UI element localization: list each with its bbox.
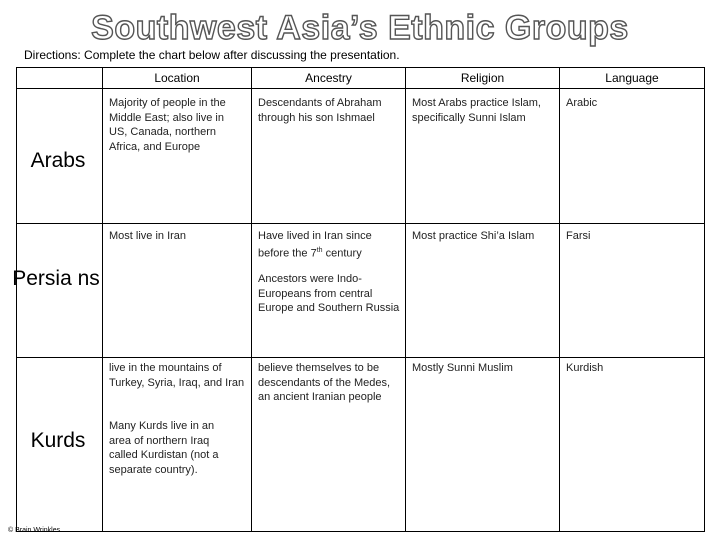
table-line xyxy=(559,67,560,532)
directions-label: Directions xyxy=(24,48,78,62)
directions-body: : Complete the chart below after discussing the presentation. xyxy=(77,48,400,62)
arabs-language: Arabic xyxy=(566,97,598,109)
arabs-location: Majority of people in the Middle East; also live in US, Canada, northern Africa, and Europe xyxy=(109,97,226,153)
copyright-footer: © Brain Wrinkles xyxy=(8,527,61,534)
kurds-religion: Mostly Sunni Muslim xyxy=(412,362,513,374)
persians-ancestry-1-end: century xyxy=(322,247,362,260)
group-name-persians: Persia ns xyxy=(12,267,100,290)
kurds-ancestry: believe themselves to be descendants of the Medes, an ancient Iranian people xyxy=(258,362,391,403)
persians-ancestry-2: Ancestors were Indo-Europeans from central Europe and Southern Russia xyxy=(258,273,400,314)
table-line xyxy=(16,67,17,532)
persians-ancestry-1-sup: th xyxy=(316,246,323,254)
header-religion: Religion xyxy=(460,71,505,85)
kurds-location-2: Many Kurds live in an area of northern Iraq called Kurdistan (not a separate country). xyxy=(109,420,219,476)
header-language: Language xyxy=(605,71,659,85)
arabs-ancestry: Descendants of Abraham through his son Ishmael xyxy=(258,97,382,124)
table-line xyxy=(704,67,705,532)
table-line xyxy=(16,357,704,358)
table-line xyxy=(102,67,103,532)
persians-ancestry-1-text: Have lived in Iran since before the 7 xyxy=(258,230,372,260)
table-line xyxy=(16,67,704,68)
header-ancestry: Ancestry xyxy=(305,71,352,85)
kurds-location-1: live in the mountains of Turkey, Syria, Iraq, and Iran xyxy=(109,362,245,389)
kurds-language: Kurdish xyxy=(566,362,604,374)
table-line xyxy=(16,223,704,224)
table-line xyxy=(251,67,252,532)
table-line xyxy=(405,67,406,532)
group-name-kurds: Kurds xyxy=(30,429,86,452)
table-line xyxy=(16,531,704,532)
table-line xyxy=(16,88,704,89)
arabs-religion: Most Arabs practice Islam, specifically Sunni Islam xyxy=(412,97,541,124)
persians-location: Most live in Iran xyxy=(109,230,187,242)
persians-language: Farsi xyxy=(566,230,591,242)
persians-religion: Most practice Shi’a Islam xyxy=(412,230,535,242)
page-title: Southwest Asia’s Ethnic Groups xyxy=(91,9,629,47)
group-name-arabs: Arabs xyxy=(30,149,86,172)
header-location: Location xyxy=(154,71,200,85)
persians-ancestry-1 xyxy=(258,229,400,261)
